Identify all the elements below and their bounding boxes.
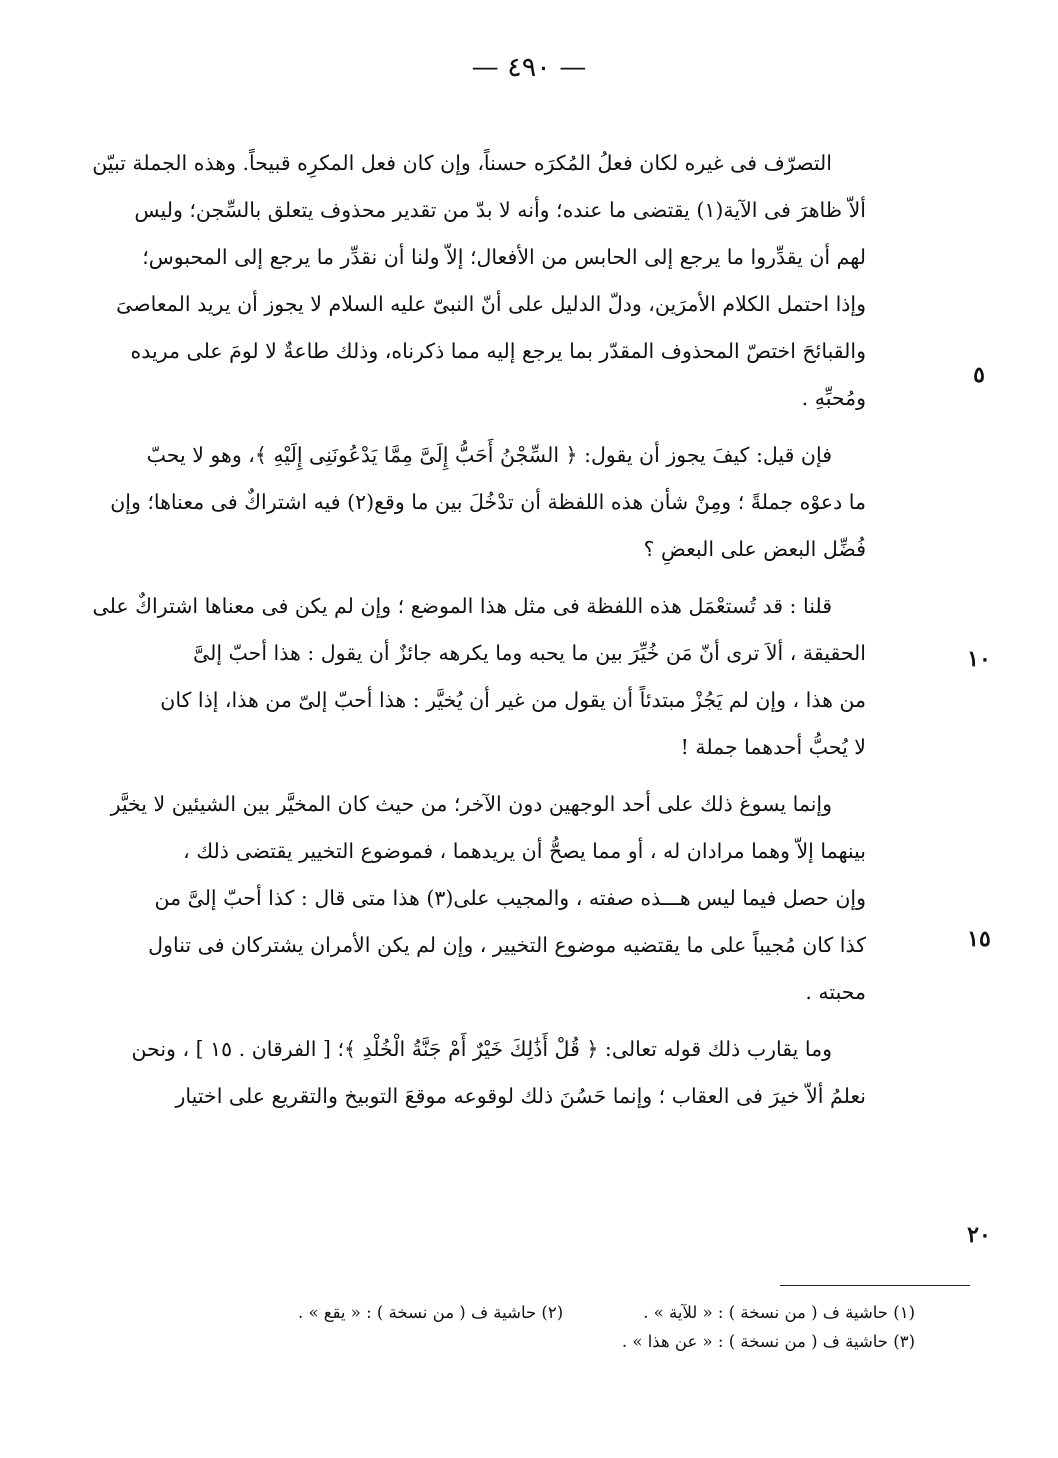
text-line: فإن قيل: كيفَ يجوز أن يقول: ﴿ السِّجْنُ أَحَبُّ إِلَىَّ مِمَّا يَدْعُونَنِى إِلَيْهِ ﴾، وهو لا يحبّ [146, 443, 832, 467]
text-line: من هذا ، وإن لم يَجُزْ مبتدئاً أن يقول من غير أن يُخيَّر : هذا أحبّ إلىّ من هذا، إذا كان [160, 688, 866, 712]
text-line: بينهما إلاّ وهما مرادان له ، أو مما يصحُّ أن يريدهما ، فموضوع التخيير يقتضى ذلك ، [183, 839, 866, 863]
footnote-divider [780, 1285, 970, 1286]
text-line: ألاّ ظاهرَ فى الآية(١) يقتضى ما عنده؛ وأنه لا بدّ من تقدير محذوف يتعلق بالسِّجن؛ وليس [134, 198, 866, 222]
line-number: ٢٠ [967, 1222, 991, 1248]
text-line: وما يقارب ذلك قوله تعالى: ﴿ قُلْ أَذَٰلِكَ خَيْرٌ أَمْ جَنَّةُ الْخُلْدِ ﴾؛ [ الفرقان . ١٥ ] ، ونحن [131, 1037, 832, 1061]
footnote: (٢) حاشية ف ( من نسخة ) : « يقع » . [297, 1303, 564, 1322]
footnotes [150, 1298, 915, 1356]
text-line: قلنا : قد تُستعْمَل هذه اللفظة فى مثل هذا الموضع ؛ وإن لم يكن فى معناها اشتراكٌ على [92, 594, 832, 618]
text-line: كذا كان مُجيباً على ما يقتضيه موضوع التخيير ، وإن لم يكن الأمران يشتركان فى تناول [148, 933, 866, 957]
text-line: لهم أن يقدِّروا ما يرجع إلى الحابس من الأفعال؛ إلاّ ولنا أن نقدِّر ما يرجع إلى المحبوس؛ [142, 245, 866, 269]
text-line: نعلمُ ألاّ خيرَ فى العقاب ؛ وإنما حَسُنَ ذلك لوقوعه موقعَ التوبيخ والتقريع على اختيار [175, 1084, 866, 1108]
text-line: ومُحبِّهِ . [801, 386, 866, 410]
text-line: فُضِّل البعض على البعضِ ؟ [643, 537, 866, 561]
line-number: ١٠ [967, 646, 991, 672]
text-line: وإن حصل فيما ليس هـــذه صفته ، والمجيب على(٣) هذا متى قال : كذا أحبّ إلىَّ من [154, 886, 866, 910]
text-line: التصرّف فى غيره لكان فعلُ المُكرَه حسناً، وإن كان فعل المكرِه قبيحاً. وهذه الجملة تبيّن [92, 151, 832, 175]
line-number: ١٥ [967, 926, 991, 952]
text-line: محبته . [805, 980, 866, 1004]
page-number: — ٤٩٠ — [471, 52, 587, 83]
text-line: وإذا احتمل الكلام الأمرَين، ودلّ الدليل على أنّ النبىّ عليه السلام لا يجوز أن يريد المعاصىَ [116, 292, 866, 316]
text-line: وإنما يسوغ ذلك على أحد الوجهين دون الآخر؛ من حيث كان المخيَّر بين الشيئين لا يخيَّر [110, 792, 832, 816]
footnote: (١) حاشية ف ( من نسخة ) : « للآية » . [643, 1303, 915, 1322]
text-line: ما دعوْه جملةً ؛ ومِنْ شأن هذه اللفظة أن تدْخُلَ بين ما وقع(٢) فيه اشتراكٌ فى معناها؛ وإن [110, 490, 866, 514]
text-line: لا يُحبُّ أحدهما جملة ! [680, 735, 866, 759]
footnote: (٣) حاشية ف ( من نسخة ) : « عن هذا » . [621, 1332, 915, 1351]
text-line: والقبائحَ اختصّ المحذوف المقدّر بما يرجع إليه مما ذكرناه، وذلك طاعةٌ لا لومَ على مريده [130, 339, 866, 363]
body-text [92, 140, 866, 1120]
text-line: الحقيقة ، ألاَ ترى أنّ مَن خُيِّرَ بين ما يحبه وما يكرهه جائزٌ أن يقول : هذا أحبّ إلىَّ [192, 641, 866, 665]
line-number: ٥ [973, 362, 985, 388]
